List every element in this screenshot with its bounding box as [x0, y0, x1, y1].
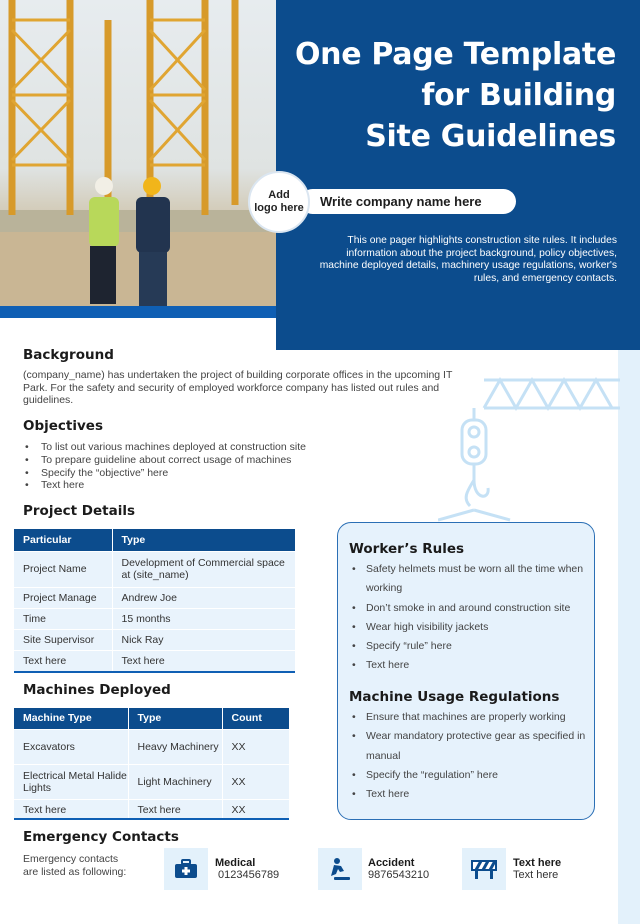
table-cell: Nick Ray	[112, 629, 295, 650]
project-details-table	[14, 529, 295, 671]
table-cell: Site Supervisor	[14, 629, 112, 650]
logo-placeholder[interactable]	[248, 171, 310, 233]
right-decor-strip	[618, 350, 640, 924]
table-cell: Text here	[112, 650, 295, 671]
rule-item: • Text here	[350, 656, 586, 675]
column-header: Particular	[14, 529, 112, 551]
table-cell: XX	[222, 764, 289, 799]
objective-item: • To prepare guideline about correct usage of machines	[23, 454, 343, 467]
company-name-field[interactable]: Write company name here	[300, 189, 516, 214]
table-header-row	[14, 708, 289, 729]
table-row	[14, 608, 295, 629]
regulation-item: • Ensure that machines are properly working	[350, 708, 586, 727]
table-cell: Text here	[14, 650, 112, 671]
background-text: (company_name) has undertaken the project of building corporate offices in the upcoming IT Park. For the safety and security of employed workforce company has listed out rules and guidelines.	[23, 369, 453, 406]
table-cell: XX	[222, 799, 289, 820]
rule-item: • Don’t smoke in and around construction site	[350, 599, 586, 618]
table-cell: Text here	[128, 799, 222, 820]
table-cell: Electrical Metal Halide Lights	[14, 764, 128, 799]
column-header: Count	[222, 708, 289, 729]
objective-item: • To list out various machines deployed at construction site	[23, 441, 343, 454]
objective-item: • Text here	[23, 479, 343, 492]
objectives-list	[23, 441, 343, 492]
table-row	[14, 629, 295, 650]
header-description: This one pager highlights construction site rules. It includes information about the project background, policy objectives, machine deployed details, machinery usage regulations, worker's rules, and emergency contacts.	[319, 235, 617, 284]
emergency-heading: Emergency Contacts	[23, 829, 179, 845]
rule-item: • Specify “rule” here	[350, 637, 586, 656]
rule-item: • Wear high visibility jackets	[350, 618, 586, 637]
medical-kit-icon	[164, 848, 208, 890]
regulation-item: • Specify the “regulation” here	[350, 766, 586, 785]
accident-icon	[318, 848, 362, 890]
table-row	[14, 764, 289, 799]
barrier-icon	[462, 848, 506, 890]
title-line-2: for Building	[421, 78, 616, 113]
contact-label: Medical	[215, 857, 256, 869]
machine-usage-heading: Machine Usage Regulations	[349, 689, 560, 705]
table-cell: Light Machinery	[128, 764, 222, 799]
photo-accent-strip	[0, 306, 276, 318]
table-cell: Project Manage	[14, 587, 112, 608]
column-header: Type	[128, 708, 222, 729]
table-row	[14, 650, 295, 671]
regulation-item: • Wear mandatory protective gear as specified in manual	[350, 727, 586, 766]
title-line-3: Site Guidelines	[365, 119, 616, 154]
machines-heading: Machines Deployed	[23, 682, 171, 698]
table-row	[14, 799, 289, 820]
page-title	[286, 34, 616, 157]
table-row	[14, 551, 295, 587]
table-bottom-rule	[14, 671, 295, 673]
objectives-heading: Objectives	[23, 418, 103, 434]
contact-value: Text here	[513, 869, 559, 881]
emergency-intro: Emergency contacts are listed as following:	[23, 853, 127, 878]
contact-value: 9876543210	[368, 869, 430, 881]
crane-hook-illustration	[438, 370, 620, 530]
background-heading: Background	[23, 347, 114, 363]
table-cell: XX	[222, 729, 289, 764]
logo-text-line-1: Add	[268, 189, 290, 201]
table-row	[14, 729, 289, 764]
machines-table	[14, 708, 289, 820]
construction-site-photo	[0, 0, 276, 306]
logo-text-line-2: logo here	[254, 202, 304, 214]
table-row	[14, 587, 295, 608]
table-cell: Andrew Joe	[112, 587, 295, 608]
table-cell: 15 months	[112, 608, 295, 629]
contact-value: 0123456789	[218, 869, 280, 881]
project-details-heading: Project Details	[23, 503, 135, 519]
table-cell: Heavy Machinery	[128, 729, 222, 764]
table-cell: Development of Commercial space at (site_name)	[112, 551, 295, 587]
machine-usage-list	[350, 708, 586, 804]
table-header-row	[14, 529, 295, 551]
workers-rules-heading: Worker’s Rules	[349, 541, 465, 557]
rule-item: • Safety helmets must be worn all the time when working	[350, 560, 586, 599]
table-cell: Text here	[14, 799, 128, 820]
table-cell: Excavators	[14, 729, 128, 764]
table-bottom-rule	[14, 818, 289, 820]
contact-label: Text here	[513, 857, 562, 869]
table-cell: Time	[14, 608, 112, 629]
contact-label: Accident	[368, 857, 415, 869]
regulation-item: • Text here	[350, 785, 586, 804]
workers-rules-list	[350, 560, 586, 676]
objective-item: • Specify the “objective” here	[23, 467, 343, 480]
title-line-1: One Page Template	[294, 37, 616, 72]
column-header: Machine Type	[14, 708, 128, 729]
column-header: Type	[112, 529, 295, 551]
table-cell: Project Name	[14, 551, 112, 587]
